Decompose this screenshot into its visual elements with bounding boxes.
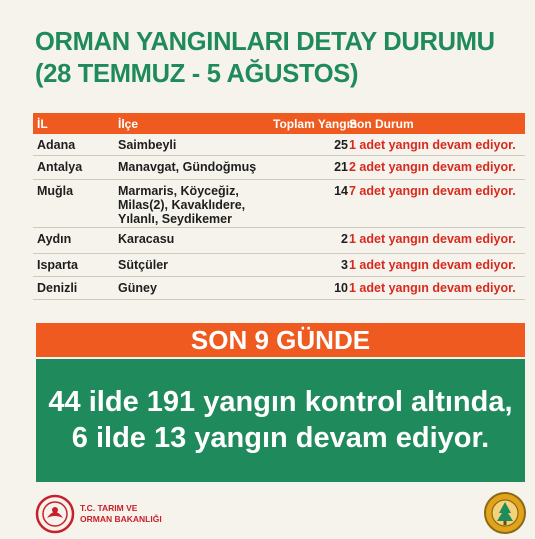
ilce-line: Güney	[118, 281, 157, 295]
table-row	[33, 228, 525, 254]
summary-line-2: 6 ilde 13 yangın devam ediyor.	[71, 422, 490, 454]
ministry-name	[80, 503, 162, 525]
cell-il: Aydın	[37, 232, 72, 246]
cell-son-durum: 7 adet yangın devam ediyor.	[349, 184, 516, 198]
ministry-emblem-icon	[35, 494, 75, 534]
cell-son-durum: 1 adet yangın devam ediyor.	[349, 258, 516, 272]
cell-ilce	[118, 232, 174, 246]
cell-ilce	[118, 281, 157, 295]
ilce-line: Sütçüler	[118, 258, 169, 272]
cell-son-durum: 2 adet yangın devam ediyor.	[349, 160, 516, 174]
cell-il: Denizli	[37, 281, 78, 295]
table-row	[33, 134, 525, 156]
cell-ilce	[118, 138, 176, 152]
table-row	[33, 180, 525, 228]
forestry-seal-icon	[483, 491, 527, 535]
cell-ilce	[118, 258, 168, 272]
cell-ilce	[118, 184, 245, 226]
cell-il: Adana	[37, 138, 76, 152]
ilce-line: Saimbeyli	[118, 138, 177, 152]
cell-il: Isparta	[37, 258, 78, 272]
cell-toplam: 3	[341, 258, 348, 272]
ilce-line: Marmaris, Köyceğiz,	[118, 184, 239, 198]
table-row	[33, 156, 525, 180]
cell-toplam: 21	[334, 160, 348, 174]
header-il: İL	[37, 117, 48, 131]
ilce-line: Milas(2), Kavaklıdere,	[118, 198, 246, 212]
summary-line-1: 44 ilde 191 yangın kontrol altında,	[48, 386, 513, 418]
summary-panel	[36, 359, 525, 482]
cell-il: Antalya	[37, 160, 83, 174]
table-body	[33, 134, 525, 300]
title-line-2: (28 TEMMUZ - 5 AĞUSTOS)	[35, 60, 359, 88]
ilce-line: Yılanlı, Seydikemer	[118, 212, 232, 226]
cell-son-durum: 1 adet yangın devam ediyor.	[349, 138, 516, 152]
header-son-durum: Son Durum	[349, 117, 414, 131]
cell-toplam: 10	[334, 281, 348, 295]
header-toplam: Toplam Yangın	[273, 117, 358, 131]
ilce-line: Karacasu	[118, 232, 175, 246]
ilce-line: Manavgat, Gündoğmuş	[118, 160, 257, 174]
cell-toplam: 14	[334, 184, 348, 198]
table-row	[33, 277, 525, 300]
header-ilce: İlçe	[118, 117, 139, 131]
son-9-gunde-banner	[36, 323, 525, 357]
title-line-1: ORMAN YANGINLARI DETAY DURUMU	[35, 28, 495, 56]
cell-toplam: 2	[341, 232, 348, 246]
cell-ilce	[118, 160, 256, 174]
table-row	[33, 254, 525, 277]
cell-son-durum: 1 adet yangın devam ediyor.	[349, 281, 516, 295]
table-header	[33, 113, 525, 134]
cell-il: Muğla	[37, 184, 74, 198]
fire-detail-table	[33, 113, 525, 300]
ministry-line-1: T.C. TARIM VE	[80, 503, 138, 513]
ministry-line-2: ORMAN BAKANLIĞI	[80, 514, 162, 524]
page-title	[35, 26, 525, 90]
cell-son-durum: 1 adet yangın devam ediyor.	[349, 232, 516, 246]
banner-text: SON 9 GÜNDE	[190, 325, 371, 355]
cell-toplam: 25	[334, 138, 348, 152]
